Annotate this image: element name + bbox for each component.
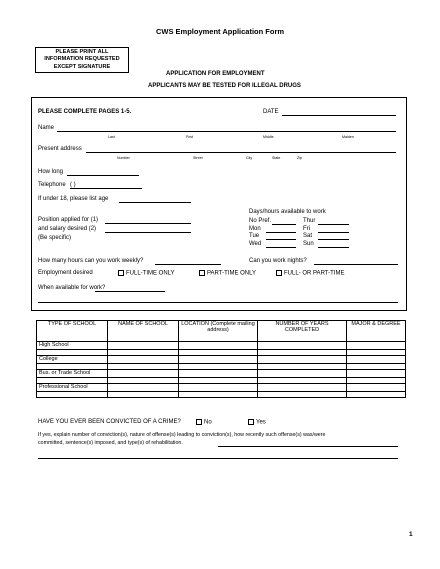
day-wed-field[interactable] <box>266 247 296 248</box>
salary-field[interactable] <box>105 232 191 233</box>
page-number: 1 <box>409 531 413 538</box>
name-sub-last: Last <box>108 135 115 139</box>
address-label: Present address <box>38 146 82 152</box>
table-row <box>37 384 406 392</box>
table-cell[interactable] <box>258 384 347 392</box>
full-time-label: FULL-TIME ONLY <box>126 270 175 277</box>
day-sun-field[interactable] <box>318 247 349 248</box>
crime-yes-checkbox[interactable] <box>248 419 254 425</box>
table-cell[interactable] <box>347 370 406 378</box>
address-sub-zip: Zip <box>297 156 302 160</box>
table-cell[interactable] <box>258 392 347 398</box>
name-sub-middle: Middle <box>263 135 274 139</box>
table-cell[interactable] <box>258 356 347 364</box>
crime-no-option[interactable] <box>196 419 212 426</box>
day-wed-label: Wed <box>249 241 262 247</box>
day-tue-label: Tue <box>249 233 260 239</box>
crime-question: HAVE YOU EVER BEEN CONVICTED OF A CRIME? <box>38 419 181 425</box>
crime-explain-field-1[interactable] <box>218 446 398 447</box>
table-cell[interactable] <box>347 356 406 364</box>
applicant-info-section <box>31 97 407 311</box>
row-label-high-school: High School <box>37 342 108 350</box>
col-years-completed: NUMBER OF YEARS COMPLETED <box>258 321 347 342</box>
day-tue-field[interactable] <box>266 239 296 240</box>
col-location: LOCATION (Complete mailing address) <box>179 321 258 342</box>
full-or-part-option[interactable] <box>276 270 344 277</box>
position-field[interactable] <box>105 223 191 224</box>
table-cell[interactable] <box>179 356 258 364</box>
date-field[interactable] <box>282 115 396 116</box>
page-title: CWS Employment Application Form <box>155 27 285 36</box>
be-specific-note: (Be specific) <box>38 235 72 241</box>
table-cell[interactable] <box>179 370 258 378</box>
table-cell[interactable] <box>347 342 406 350</box>
day-fri-label: Fri <box>303 226 310 232</box>
how-long-field[interactable] <box>67 175 139 176</box>
age-field[interactable] <box>119 202 191 203</box>
notice-line-1: PLEASE PRINT ALL <box>55 48 109 55</box>
telephone-field[interactable] <box>70 188 142 189</box>
employment-desired-label: Employment desired <box>38 270 93 276</box>
name-field[interactable] <box>57 131 396 132</box>
table-cell[interactable] <box>179 384 258 392</box>
hours-weekly-field[interactable] <box>155 264 221 265</box>
crime-yes-option[interactable] <box>248 419 266 426</box>
table-row <box>37 356 406 364</box>
day-sat-label: Sat <box>303 233 313 239</box>
day-fri-field[interactable] <box>318 232 349 233</box>
day-sun-label: Sun <box>303 241 314 247</box>
drug-notice: APPLICANTS MAY BE TESTED FOR ILLEGAL DRUGS <box>148 83 301 89</box>
table-cell[interactable] <box>347 384 406 392</box>
crime-explain-field-2[interactable] <box>38 458 398 459</box>
telephone-area-code: ( ) <box>70 182 76 188</box>
name-label: Name <box>38 125 55 131</box>
row-label-professional-school: Professional School <box>37 384 108 392</box>
under-18-label: If under 18, please list age <box>38 196 109 202</box>
table-cell[interactable] <box>108 384 179 392</box>
part-time-label: PART-TIME ONLY <box>207 270 257 277</box>
complete-pages-note: PLEASE COMPLETE PAGES 1-5. <box>38 109 132 115</box>
address-field[interactable] <box>86 152 396 153</box>
full-time-checkbox[interactable] <box>118 270 124 276</box>
row-label-trade-school: Bus. or Trade School <box>37 370 108 378</box>
day-mon-label: Mon <box>249 226 261 232</box>
day-mon-field[interactable] <box>266 232 296 233</box>
part-time-checkbox[interactable] <box>199 270 205 276</box>
name-sub-first: First <box>186 135 193 139</box>
notice-line-3: EXCEPT SIGNATURE <box>53 63 111 70</box>
part-time-option[interactable] <box>199 270 256 277</box>
day-sat-field[interactable] <box>318 239 349 240</box>
table-row <box>37 392 406 398</box>
table-row <box>37 370 406 378</box>
print-notice-box <box>35 47 129 73</box>
how-long-label: How long <box>38 169 64 175</box>
extra-line[interactable] <box>38 302 398 303</box>
work-nights-field[interactable] <box>314 264 398 265</box>
row-label-college: College <box>37 356 108 364</box>
crime-no-label: No <box>204 419 212 426</box>
table-cell[interactable] <box>179 342 258 350</box>
crime-explain-line-1: If yes, explain number of conviction(s), nature of offense(s) leading to conviction(s), how recently such offense(s) was/were <box>38 432 326 438</box>
table-cell[interactable] <box>108 370 179 378</box>
address-sub-city: City <box>246 156 253 160</box>
table-row <box>37 342 406 350</box>
full-or-part-checkbox[interactable] <box>276 270 282 276</box>
notice-line-2: INFORMATION REQUESTED <box>44 56 120 62</box>
day-thur-label: Thur <box>303 218 316 224</box>
address-sub-street: Street <box>193 156 203 160</box>
table-cell[interactable] <box>108 342 179 350</box>
day-no-pref-label: No Pref. <box>249 218 272 224</box>
full-or-part-label: FULL- OR PART-TIME <box>284 270 345 277</box>
education-table <box>36 320 406 398</box>
crime-yes-label: Yes <box>256 419 266 426</box>
table-cell[interactable] <box>258 370 347 378</box>
table-cell[interactable] <box>108 392 179 398</box>
col-name-of-school: NAME OF SCHOOL <box>108 321 179 342</box>
table-cell[interactable] <box>347 392 406 398</box>
salary-label: and salary desired (2) <box>38 226 97 232</box>
address-sub-state: State <box>272 156 281 160</box>
telephone-label: Telephone <box>38 182 66 188</box>
col-type-of-school: TYPE OF SCHOOL <box>37 321 108 342</box>
day-no-pref-field[interactable] <box>272 224 296 225</box>
application-heading: APPLICATION FOR EMPLOYMENT <box>166 71 265 77</box>
name-sub-maiden: Maiden <box>342 135 354 139</box>
position-label: Position applied for (1) <box>38 217 99 223</box>
full-time-option[interactable] <box>118 270 175 277</box>
crime-no-checkbox[interactable] <box>196 419 202 425</box>
when-available-field[interactable] <box>95 291 165 292</box>
days-available-heading: Days/hours available to work <box>249 209 326 215</box>
day-thur-field[interactable] <box>318 224 349 225</box>
crime-explain-line-2: committed, sentence(s) imposed, and type(s) of rehabilitation. <box>38 440 183 446</box>
hours-weekly-label: How many hours can you work weekly? <box>38 258 144 264</box>
work-nights-label: Can you work nights? <box>249 258 307 264</box>
table-cell[interactable] <box>37 392 108 398</box>
table-cell[interactable] <box>258 342 347 350</box>
table-cell[interactable] <box>179 392 258 398</box>
when-available-label: When available for work? <box>38 285 106 291</box>
table-cell[interactable] <box>108 356 179 364</box>
address-sub-number: Number <box>117 156 130 160</box>
date-label: DATE <box>263 109 279 115</box>
col-major-degree: MAJOR & DEGREE <box>347 321 406 342</box>
